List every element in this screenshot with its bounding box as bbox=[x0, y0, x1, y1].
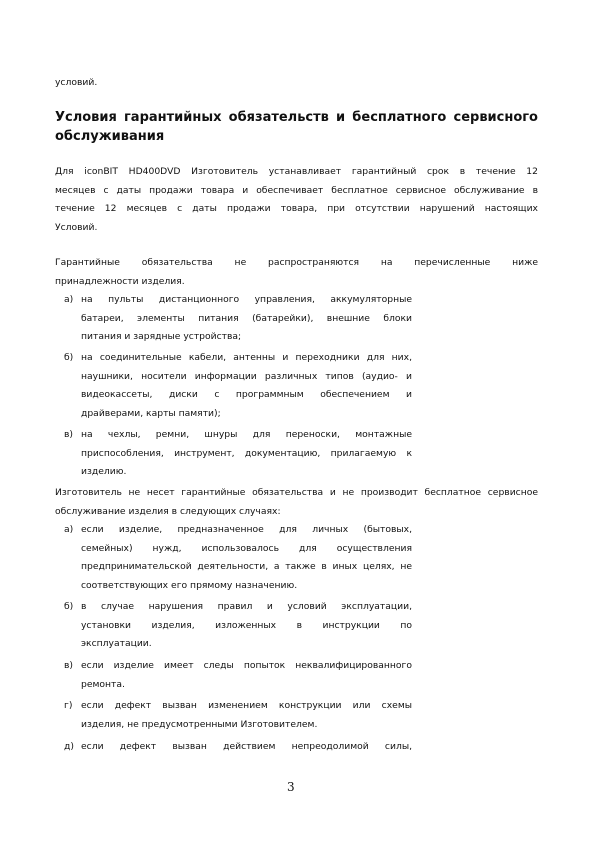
list-marker: в) bbox=[64, 429, 73, 440]
list-marker: а) bbox=[64, 294, 74, 305]
list-item-line: если дефект вызван действием непреодолимой силы, bbox=[81, 741, 412, 752]
list-item-line: если изделие, предназначенное для личных (бытовых, bbox=[81, 524, 412, 535]
warranty-paragraph-line: Для iconBIT HD400DVD Изготовитель устанавливает гарантийный срок в течение 12 bbox=[55, 166, 538, 177]
list-item-line: если изделие имеет следы попыток неквалифицированного bbox=[81, 660, 412, 671]
list-item-line: батареи, элементы питания (батарейки), внешние блоки bbox=[81, 312, 412, 324]
list-marker: а) bbox=[64, 524, 74, 535]
list-item-line: установки изделия, изложенных в инструкции по bbox=[81, 619, 412, 631]
list-item-line: наушники, носители информации различных типов (аудио- и bbox=[81, 370, 412, 382]
list-item-line: на чехлы, ремни, шнуры для переноски, монтажные bbox=[81, 429, 412, 440]
list-item-line: драйверами, карты памяти); bbox=[81, 407, 221, 419]
list-item-line: на соединительные кабели, антенны и переходники для них, bbox=[81, 352, 412, 363]
list-item-line: ремонта. bbox=[81, 678, 125, 690]
list-marker: г) bbox=[64, 700, 73, 711]
list-item-line: если дефект вызван изменением конструкции или схемы bbox=[81, 700, 412, 711]
list-marker: б) bbox=[64, 352, 74, 363]
list-item-line: соответствующих его прямому назначению. bbox=[81, 579, 298, 591]
list-item-line: на пульты дистанционного управления, аккумуляторные bbox=[81, 294, 412, 305]
list-item-line: изделия, не предусмотренными Изготовителем. bbox=[81, 718, 318, 730]
section-heading-line-1: Условия гарантийных обязательств и бесплатного сервисного bbox=[55, 110, 538, 125]
list-item-line: эксплуатации. bbox=[81, 638, 152, 650]
exclusions-intro-line: Гарантийные обязательства не распространяются на перечисленные ниже bbox=[55, 257, 538, 268]
list-item-line: видеокассеты, диски с программным обеспечением и bbox=[81, 389, 412, 401]
list-item-line: питания и зарядные устройства; bbox=[81, 331, 242, 343]
list-marker: б) bbox=[64, 601, 74, 612]
list-marker: в) bbox=[64, 660, 73, 671]
list-item-line: изделию. bbox=[81, 466, 127, 478]
list-item-line: семейных) нужд, использовалось для осуществления bbox=[81, 542, 412, 554]
warranty-paragraph-line: месяцев с даты продажи товара и обеспечивает бесплатное сервисное обслуживание в bbox=[55, 184, 538, 196]
warranty-paragraph-line: течение 12 месяцев с даты продажи товара, при отсутствии нарушений настоящих bbox=[55, 203, 538, 215]
warranty-paragraph-line: Условий. bbox=[55, 221, 98, 233]
no-warranty-intro-line: Изготовитель не несет гарантийные обязательства и не производит бесплатное сервисное bbox=[55, 487, 538, 498]
no-warranty-intro-line: обслуживание изделия в следующих случаях: bbox=[55, 505, 281, 517]
list-item-line: приспособления, инструмент, документацию, прилагаемую к bbox=[81, 447, 412, 459]
list-item-line: предпринимательской деятельности, а также в иных целях, не bbox=[81, 561, 412, 573]
list-marker: д) bbox=[64, 741, 74, 752]
list-item-line: в случае нарушения правил и условий эксплуатации, bbox=[81, 601, 412, 612]
section-heading-line-2: обслуживания bbox=[55, 128, 165, 144]
continuation-line: условий. bbox=[55, 77, 98, 88]
exclusions-intro-line: принадлежности изделия. bbox=[55, 275, 185, 287]
page-number: 3 bbox=[287, 780, 295, 794]
